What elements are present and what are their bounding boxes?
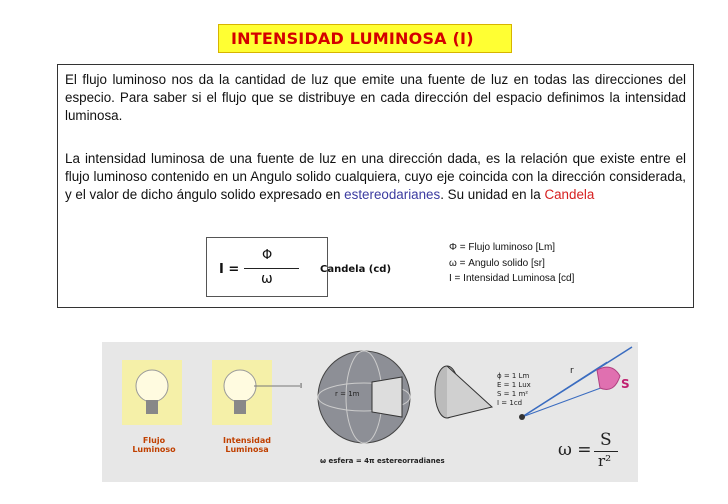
fraction-bar	[244, 268, 299, 269]
value-list	[497, 372, 531, 408]
value-s: S = 1 m²	[497, 390, 529, 398]
formula-box	[206, 237, 328, 297]
sphere-caption: ω esfera = 4π estereorradianes	[320, 457, 445, 465]
bulb-flux-icon	[122, 360, 182, 425]
illustration	[102, 342, 638, 482]
ir-label: I	[300, 382, 303, 390]
s-label: S	[621, 377, 630, 391]
label-intensity: Intensidad Luminosa	[223, 436, 271, 454]
legend-intensity: I = Intensidad Luminosa [cd]	[449, 273, 575, 284]
legend-solid-angle: ω = Angulo solido [sr]	[449, 257, 545, 269]
solid-angle-diagram	[519, 347, 632, 420]
formula-numerator: Φ	[262, 248, 273, 263]
formula-denominator: ω	[261, 271, 273, 287]
title-box	[218, 24, 512, 53]
page-title: INTENSIDAD LUMINOSA (I)	[231, 29, 474, 48]
paragraph-intensity-text: La intensidad luminosa de una fuente de luz en una dirección dada, es la relación que existe entre el flujo luminoso contenido en un Angulo solido cualquiera, cuyo eje coincida con la dirección considerada, y el valor de dicho ángulo solido expresado en	[65, 151, 686, 202]
paragraph-intensity-text-2: . Su unidad en la	[440, 187, 545, 202]
formula-unit: Candela (cd)	[320, 264, 392, 275]
content-box	[57, 64, 694, 308]
cone-icon	[435, 366, 492, 418]
value-cd: I = 1cd	[497, 399, 523, 407]
label-flux: Flujo Luminoso	[132, 436, 176, 454]
omega-eq-lhs: ω =	[558, 440, 592, 460]
estereoradianes-link[interactable]: estereodarianes	[344, 187, 441, 202]
paragraph-intensity	[65, 150, 686, 204]
legend	[449, 240, 574, 287]
bulb-intensity-icon	[212, 360, 303, 425]
paragraph-flux: El flujo luminoso nos da la cantidad de luz que emite una fuente de luz en todas las direcciones del especio. Para saber si el flujo que se distribuye en cada dirección del espacio definimos la intensidad luminosa.	[65, 72, 686, 123]
radius-label: r = 1m	[335, 390, 360, 398]
omega-num: S	[600, 430, 612, 450]
omega-den: r²	[598, 452, 612, 470]
sphere-icon	[318, 351, 410, 443]
legend-flux: Φ = Flujo luminoso [Lm]	[449, 242, 556, 253]
value-lm: ϕ = 1 Lm	[497, 372, 530, 380]
candela-link[interactable]: Candela	[544, 187, 595, 202]
value-lux: E = 1 Lux	[497, 381, 531, 389]
formula-lhs: I =	[219, 262, 240, 277]
r-label: r	[570, 366, 574, 376]
